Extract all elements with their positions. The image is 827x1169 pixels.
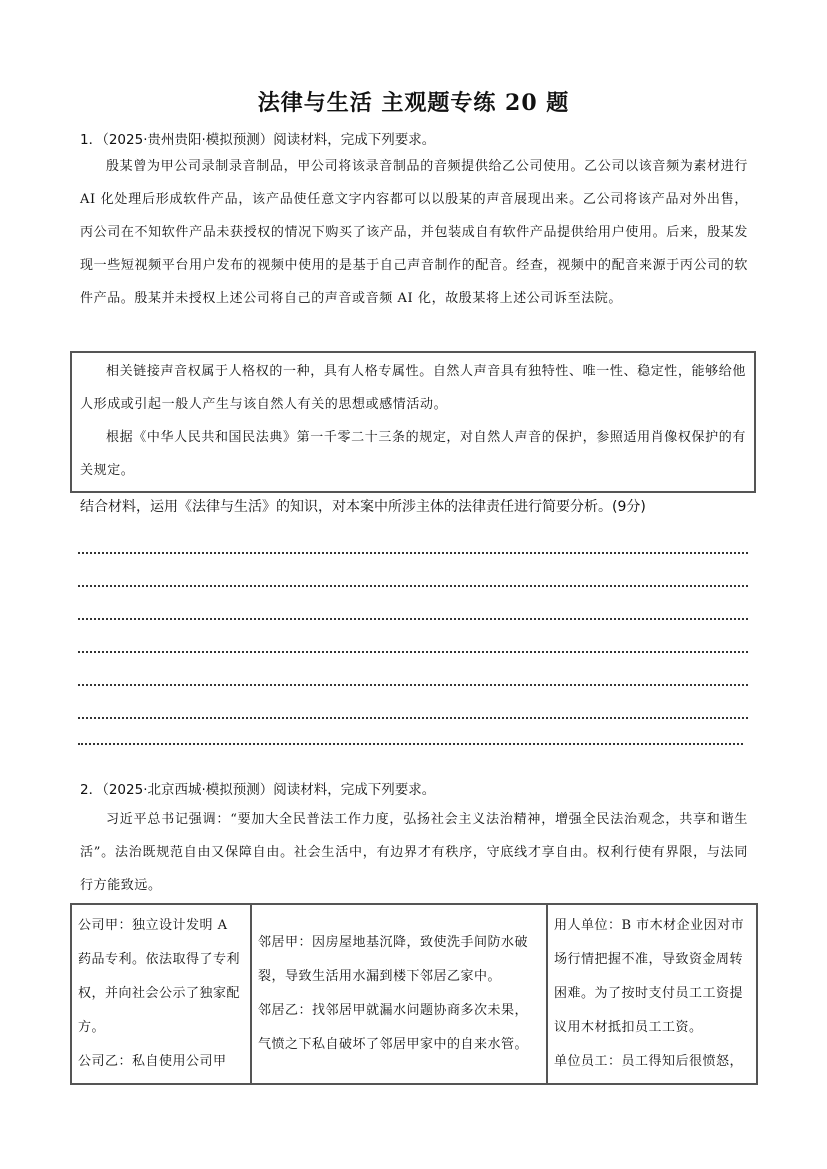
cell-text: 用人单位：B 市木材企业因对市场行情把握不准，导致资金周转困难。为了按时支付员工工资提议用木材抵扣员工工资。 (554, 918, 745, 1035)
table-row (71, 904, 757, 1084)
question-2-heading (80, 778, 435, 798)
related-link-paragraph: 根据《中华人民共和国民法典》第一千零二十三条的规定，对自然人声音的保护，参照适用肖像权保护的有关规定。 (80, 430, 746, 478)
cell-text: 邻居甲：因房屋地基沉降，致使洗手间防水破裂，导致生活用水漏到楼下邻居乙家中。 (258, 935, 529, 984)
answer-line[interactable] (78, 743, 743, 745)
answer-line[interactable] (78, 585, 748, 587)
answer-line[interactable] (78, 552, 748, 554)
table-cell-company (71, 904, 251, 1084)
case-table (70, 903, 758, 1085)
question-source: （2025·北京西城·模拟预测） (102, 782, 274, 798)
answer-area[interactable] (78, 552, 748, 745)
answer-line[interactable] (78, 684, 748, 686)
related-link-box (70, 351, 756, 493)
cell-text: 公司甲：独立设计发明 A 药品专利。依法取得了专利权，并向社会公示了独家配方。 (78, 918, 241, 1035)
table-cell-employer (547, 904, 757, 1084)
question-1-heading (80, 128, 435, 148)
question-source: （2025·贵州贵阳·模拟预测） (102, 132, 274, 148)
question-number: 2． (80, 782, 103, 798)
document-title: 法律与生活 主观题专练 20 题 (257, 90, 570, 116)
answer-line[interactable] (78, 717, 748, 719)
question-instruction: 阅读材料，完成下列要求。 (273, 782, 436, 798)
question-1-prompt: 结合材料，运用《法律与生活》的知识，对本案中所涉主体的法律责任进行简要分析。(9分) (80, 499, 646, 515)
table-cell-neighbors (251, 904, 547, 1084)
answer-line[interactable] (78, 651, 748, 653)
question-instruction: 阅读材料，完成下列要求。 (273, 132, 436, 148)
question-2-material: 习近平总书记强调：“要加大全民普法工作力度，弘扬社会主义法治精神，增强全民法治观念，共享和谐生活”。法治既规范自由又保障自由。社会生活中，有边界才有秩序，守底线才享自由。权利行使有界限，与法同行方能致远。 (80, 812, 748, 893)
question-1-material: 殷某曾为甲公司录制录音制品，甲公司将该录音制品的音频提供给乙公司使用。乙公司以该音频为素材进行 AI 化处理后形成软件产品，该产品使任意文字内容都可以以殷某的声音展现出来。乙公司将该产品对外出售，丙公司在不知软件产品未获授权的情况下购买了该产品，并包装成自有软件产品提供给用户使用。后来，殷某发现一些短视频平台用户发布的视频中使用的是基于自己声音制作的配音。经查，视频中的配音来源于丙公司的软件产品。殷某并未授权上述公司将自己的声音或音频 AI 化，故殷某将上述公司诉至法院。 (80, 159, 748, 306)
cell-text: 单位员工：员工得知后很愤怒， (554, 1054, 744, 1069)
question-number: 1． (80, 132, 103, 148)
cell-text: 邻居乙：找邻居甲就漏水问题协商多次未果，气愤之下私自破坏了邻居甲家中的自来水管。 (258, 1003, 529, 1052)
cell-text: 公司乙：私自使用公司甲 (78, 1054, 227, 1069)
answer-line[interactable] (78, 618, 748, 620)
related-link-paragraph: 相关链接声音权属于人格权的一种，具有人格专属性。自然人声音具有独特性、唯一性、稳定性，能够给他人形成或引起一般人产生与该自然人有关的思想或感情活动。 (80, 364, 746, 412)
